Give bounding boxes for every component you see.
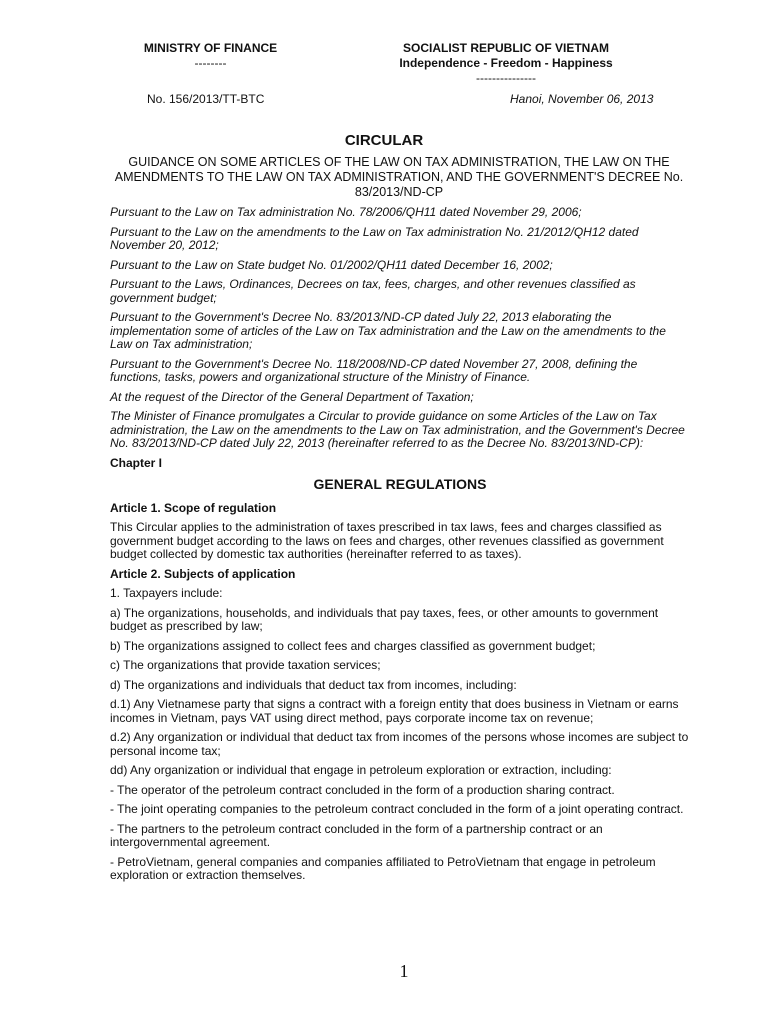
document-title: CIRCULAR [344, 132, 424, 149]
article-2-heading: Article 2. Subjects of application [110, 566, 296, 581]
article-2-item: d.2) Any organization or individual that deduct tax from incomes of the persons whose incomes are subject to personal income tax; [110, 730, 689, 758]
page-number: 1 [399, 961, 409, 981]
article-2-item: - The partners to the petroleum contract concluded in the form of a partnership contract or an intergovernmental agreement. [110, 821, 603, 849]
preamble-paragraph: The Minister of Finance promulgates a Circular to provide guidance on some Articles of the Law on Tax administration, the Law on the amendments to the Law on Tax administration, and the Government's Decree No. 83/2013/ND-CP dated July 22, 2013 (hereinafter referred to as the Decree No. 83/2013/ND-CP): [110, 409, 685, 450]
article-2-item: dd) Any organization or individual that engage in petroleum exploration or extraction, including: [110, 763, 612, 777]
national-title-block [356, 41, 656, 86]
preamble-paragraph: Pursuant to the Government's Decree No. 83/2013/ND-CP dated July 22, 2013 elaborating the implementation some of articles of the Law on Tax administration and the Law on the amendments to the Law on Tax administration; [110, 310, 666, 351]
motto-divider: --------------- [476, 71, 536, 85]
ministry-divider: -------- [194, 56, 227, 70]
article-2-item: d) The organizations and individuals that deduct tax from incomes, including: [110, 677, 517, 692]
article-1-heading: Article 1. Scope of regulation [110, 500, 277, 515]
article-2-item: d.1) Any Vietnamese party that signs a contract with a foreign entity that does business in Vietnam or earns incomes in Vietnam, pays VAT using direct method, pays corporate income tax on revenue; [110, 697, 679, 725]
preamble-paragraph: Pursuant to the Law on the amendments to the Law on Tax administration No. 21/2012/QH12 dated November 20, 2012; [110, 224, 639, 252]
preamble-paragraph: Pursuant to the Law on Tax administration No. 78/2006/QH11 dated November 29, 2006; [110, 205, 582, 219]
preamble-paragraph: Pursuant to the Laws, Ordinances, Decrees on tax, fees, charges, and other revenues classified as government budget; [110, 277, 636, 305]
ministry-name: MINISTRY OF FINANCE [143, 41, 278, 55]
place-date: Hanoi, November 06, 2013 [510, 92, 654, 106]
chapter-title: GENERAL REGULATIONS [313, 476, 487, 492]
article-2-item: b) The organizations assigned to collect fees and charges classified as government budget; [110, 638, 596, 653]
article-2-item: c) The organizations that provide taxation services; [110, 658, 381, 672]
document-subtitle: GUIDANCE ON SOME ARTICLES OF THE LAW ON TAX ADMINISTRATION, THE LAW ON THE AMENDMENTS TO THE LAW ON TAX ADMINISTRATION, AND THE GOVERNMENT'S DECREE No. 83/2013/ND-CP [114, 155, 684, 199]
article-2-item: a) The organizations, households, and individuals that pay taxes, fees, or other amounts to government budget as prescribed by law; [110, 605, 659, 633]
country-name: SOCIALIST REPUBLIC OF VIETNAM [402, 41, 609, 55]
chapter-label: Chapter I [110, 455, 163, 470]
preamble-paragraph: At the request of the Director of the General Department of Taxation; [110, 389, 474, 404]
article-2-item: - PetroVietnam, general companies and companies affiliated to PetroVietnam that engage in petroleum exploration or extraction themselves. [110, 854, 656, 882]
national-motto: Independence - Freedom - Happiness [399, 56, 613, 70]
document-body [110, 206, 690, 889]
article-2-item: 1. Taxpayers include: [110, 586, 223, 600]
preamble [110, 206, 690, 451]
article-2-item: - The joint operating companies to the petroleum contract concluded in the form of a joint operating contract. [110, 802, 684, 816]
document-number: No. 156/2013/TT-BTC [147, 92, 265, 106]
preamble-paragraph: Pursuant to the Law on State budget No. 01/2002/QH11 dated December 16, 2002; [110, 257, 553, 272]
article-2-item: - The operator of the petroleum contract concluded in the form of a production sharing contract. [110, 782, 615, 797]
preamble-paragraph: Pursuant to the Government's Decree No. 118/2008/ND-CP dated November 27, 2008, defining the functions, tasks, powers and organizational structure of the Ministry of Finance. [110, 356, 638, 384]
article-1-text: This Circular applies to the administration of taxes prescribed in tax laws, fees and charges classified as government budget according to the laws on fees and charges, other revenues classified as government budget collected by domestic tax authorities (hereinafter referred to as taxes). [110, 520, 664, 561]
issuer-block [118, 41, 303, 71]
